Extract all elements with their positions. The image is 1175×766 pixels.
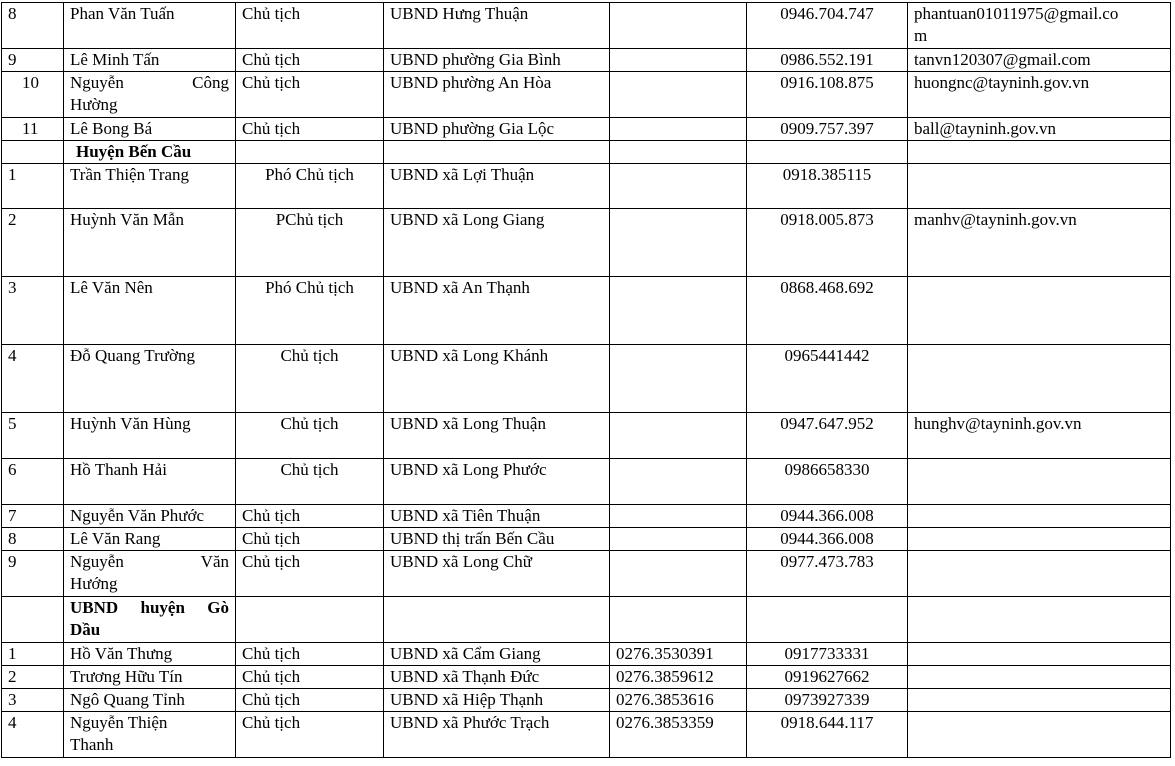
unit-cell: UBND xã Tiên Thuận: [384, 505, 610, 528]
stt-cell: 2: [2, 666, 64, 689]
email-cell: [908, 345, 1171, 413]
empty-cell: [908, 141, 1171, 164]
name-cell: Hồ Thanh Hải: [64, 459, 236, 505]
email-cell: [908, 277, 1171, 345]
unit-cell: UBND xã Thạnh Đức: [384, 666, 610, 689]
position-cell: Chủ tịch: [236, 666, 384, 689]
table-row: [2, 689, 1171, 712]
section-title: [64, 597, 236, 643]
tel-cell: [610, 459, 747, 505]
table-row: [2, 666, 1171, 689]
name-cell: Lê Văn Nên: [64, 277, 236, 345]
stt-cell: [2, 597, 64, 643]
tel-cell: 0276.3853359: [610, 712, 747, 758]
name-cell: Phan Văn Tuấn: [64, 3, 236, 49]
email-cell: [908, 551, 1171, 597]
stt-cell: 9: [2, 551, 64, 597]
position-cell: Chủ tịch: [236, 72, 384, 118]
mobile-cell: 0944.366.008: [747, 505, 908, 528]
name-line-1: Nguyễn Văn: [70, 552, 229, 571]
position-cell: Phó Chủ tịch: [236, 277, 384, 345]
table-row: [2, 505, 1171, 528]
empty-cell: [236, 141, 384, 164]
email-cell: [908, 712, 1171, 758]
email-cell: [908, 666, 1171, 689]
stt-cell: 6: [2, 459, 64, 505]
table-row: [2, 118, 1171, 141]
table-row: [2, 413, 1171, 459]
unit-cell: UBND xã Lợi Thuận: [384, 164, 610, 209]
empty-cell: [908, 597, 1171, 643]
tel-cell: [610, 49, 747, 72]
empty-cell: [747, 597, 908, 643]
section-header-row: [2, 597, 1171, 643]
email-cell: manhv@tayninh.gov.vn: [908, 209, 1171, 277]
name-cell: Lê Minh Tấn: [64, 49, 236, 72]
email-cell: [908, 164, 1171, 209]
tel-cell: [610, 505, 747, 528]
name-cell: Trương Hữu Tín: [64, 666, 236, 689]
table-row: [2, 459, 1171, 505]
tel-cell: [610, 413, 747, 459]
empty-cell: [747, 141, 908, 164]
name-line-2: Thanh: [70, 735, 114, 754]
empty-cell: [384, 141, 610, 164]
name-cell: Đỗ Quang Trường: [64, 345, 236, 413]
tel-cell: 0276.3853616: [610, 689, 747, 712]
mobile-cell: 0986.552.191: [747, 49, 908, 72]
position-cell: Chủ tịch: [236, 49, 384, 72]
empty-cell: [610, 597, 747, 643]
stt-cell: [2, 141, 64, 164]
unit-cell: UBND xã Phước Trạch: [384, 712, 610, 758]
mobile-cell: 0917733331: [747, 643, 908, 666]
name-line-1: Nguyễn Thiện: [70, 713, 168, 732]
mobile-cell: 0944.366.008: [747, 528, 908, 551]
mobile-cell: 0946.704.747: [747, 3, 908, 49]
tel-cell: [610, 528, 747, 551]
mobile-cell: 0918.644.117: [747, 712, 908, 758]
mobile-cell: 0916.108.875: [747, 72, 908, 118]
email-cell: [908, 505, 1171, 528]
mobile-cell: 0986658330: [747, 459, 908, 505]
position-cell: Chủ tịch: [236, 689, 384, 712]
table-row: [2, 164, 1171, 209]
mobile-cell: 0918.005.873: [747, 209, 908, 277]
unit-cell: UBND xã Long Giang: [384, 209, 610, 277]
unit-cell: UBND phường Gia Bình: [384, 49, 610, 72]
stt-cell: 3: [2, 689, 64, 712]
stt-cell: 8: [2, 528, 64, 551]
position-cell: Chủ tịch: [236, 345, 384, 413]
tel-cell: [610, 277, 747, 345]
empty-cell: [610, 141, 747, 164]
tel-cell: 0276.3859612: [610, 666, 747, 689]
name-line-1: Nguyễn Công: [70, 73, 229, 92]
email-cell: [908, 643, 1171, 666]
position-cell: Chủ tịch: [236, 3, 384, 49]
table-row: [2, 551, 1171, 597]
name-cell: Huỳnh Văn Hùng: [64, 413, 236, 459]
position-cell: Chủ tịch: [236, 712, 384, 758]
stt-cell: 4: [2, 712, 64, 758]
unit-cell: UBND Hưng Thuận: [384, 3, 610, 49]
table-row: [2, 49, 1171, 72]
mobile-cell: 0909.757.397: [747, 118, 908, 141]
stt-cell: 11: [2, 118, 64, 141]
mobile-cell: 0973927339: [747, 689, 908, 712]
name-cell: Nguyễn Văn Phước: [64, 505, 236, 528]
name-cell: Hồ Văn Thưng: [64, 643, 236, 666]
section-title-line-2: Dầu: [70, 620, 101, 639]
position-cell: Chủ tịch: [236, 118, 384, 141]
tel-cell: [610, 551, 747, 597]
table-row: [2, 643, 1171, 666]
table-row: [2, 72, 1171, 118]
name-line-2: Hướng: [70, 574, 118, 593]
email-line-1: phantuan01011975@gmail.co: [914, 4, 1119, 23]
tel-cell: [610, 118, 747, 141]
tel-cell: [610, 209, 747, 277]
unit-cell: UBND xã Long Phước: [384, 459, 610, 505]
stt-cell: 3: [2, 277, 64, 345]
table-row: [2, 209, 1171, 277]
position-cell: Phó Chủ tịch: [236, 164, 384, 209]
position-cell: PChủ tịch: [236, 209, 384, 277]
unit-cell: UBND thị trấn Bến Cầu: [384, 528, 610, 551]
stt-cell: 9: [2, 49, 64, 72]
tel-cell: [610, 3, 747, 49]
name-line-2: Hường: [70, 95, 118, 114]
email-cell: ball@tayninh.gov.vn: [908, 118, 1171, 141]
table-row: [2, 345, 1171, 413]
section-header-row: [2, 141, 1171, 164]
email-line-2: m: [914, 26, 928, 45]
name-cell: Ngô Quang Tỉnh: [64, 689, 236, 712]
position-cell: Chủ tịch: [236, 643, 384, 666]
stt-cell: 1: [2, 643, 64, 666]
mobile-cell: 0918.385115: [747, 164, 908, 209]
section-title: Huyện Bến Cầu: [64, 141, 236, 164]
table-row: [2, 528, 1171, 551]
stt-cell: 2: [2, 209, 64, 277]
position-cell: Chủ tịch: [236, 413, 384, 459]
table-row: [2, 277, 1171, 345]
name-cell: [64, 712, 236, 758]
mobile-cell: 0947.647.952: [747, 413, 908, 459]
position-cell: Chủ tịch: [236, 505, 384, 528]
position-cell: Chủ tịch: [236, 459, 384, 505]
table-row: [2, 712, 1171, 758]
mobile-cell: 0965441442: [747, 345, 908, 413]
unit-cell: UBND xã Hiệp Thạnh: [384, 689, 610, 712]
tel-cell: 0276.3530391: [610, 643, 747, 666]
mobile-cell: 0977.473.783: [747, 551, 908, 597]
email-cell: [908, 3, 1171, 49]
position-cell: Chủ tịch: [236, 551, 384, 597]
unit-cell: UBND xã Long Khánh: [384, 345, 610, 413]
stt-cell: 1: [2, 164, 64, 209]
stt-cell: 10: [2, 72, 64, 118]
name-cell: Huỳnh Văn Mẫn: [64, 209, 236, 277]
unit-cell: UBND xã Long Chữ: [384, 551, 610, 597]
tel-cell: [610, 345, 747, 413]
name-cell: [64, 551, 236, 597]
name-cell: [64, 72, 236, 118]
table-row: [2, 3, 1171, 49]
mobile-cell: 0919627662: [747, 666, 908, 689]
tel-cell: [610, 164, 747, 209]
email-cell: tanvn120307@gmail.com: [908, 49, 1171, 72]
stt-cell: 8: [2, 3, 64, 49]
email-cell: hunghv@tayninh.gov.vn: [908, 413, 1171, 459]
tel-cell: [610, 72, 747, 118]
name-cell: Lê Bong Bá: [64, 118, 236, 141]
stt-cell: 4: [2, 345, 64, 413]
email-cell: [908, 459, 1171, 505]
unit-cell: UBND xã Cẩm Giang: [384, 643, 610, 666]
contact-directory-table: [1, 2, 1171, 758]
stt-cell: 7: [2, 505, 64, 528]
unit-cell: UBND xã An Thạnh: [384, 277, 610, 345]
empty-cell: [384, 597, 610, 643]
unit-cell: UBND xã Long Thuận: [384, 413, 610, 459]
unit-cell: UBND phường An Hòa: [384, 72, 610, 118]
email-cell: huongnc@tayninh.gov.vn: [908, 72, 1171, 118]
position-cell: Chủ tịch: [236, 528, 384, 551]
name-cell: Lê Văn Rang: [64, 528, 236, 551]
stt-cell: 5: [2, 413, 64, 459]
unit-cell: UBND phường Gia Lộc: [384, 118, 610, 141]
email-cell: [908, 689, 1171, 712]
empty-cell: [236, 597, 384, 643]
name-cell: Trần Thiện Trang: [64, 164, 236, 209]
email-cell: [908, 528, 1171, 551]
mobile-cell: 0868.468.692: [747, 277, 908, 345]
section-title-line-1: UBND huyện Gò: [70, 598, 229, 617]
